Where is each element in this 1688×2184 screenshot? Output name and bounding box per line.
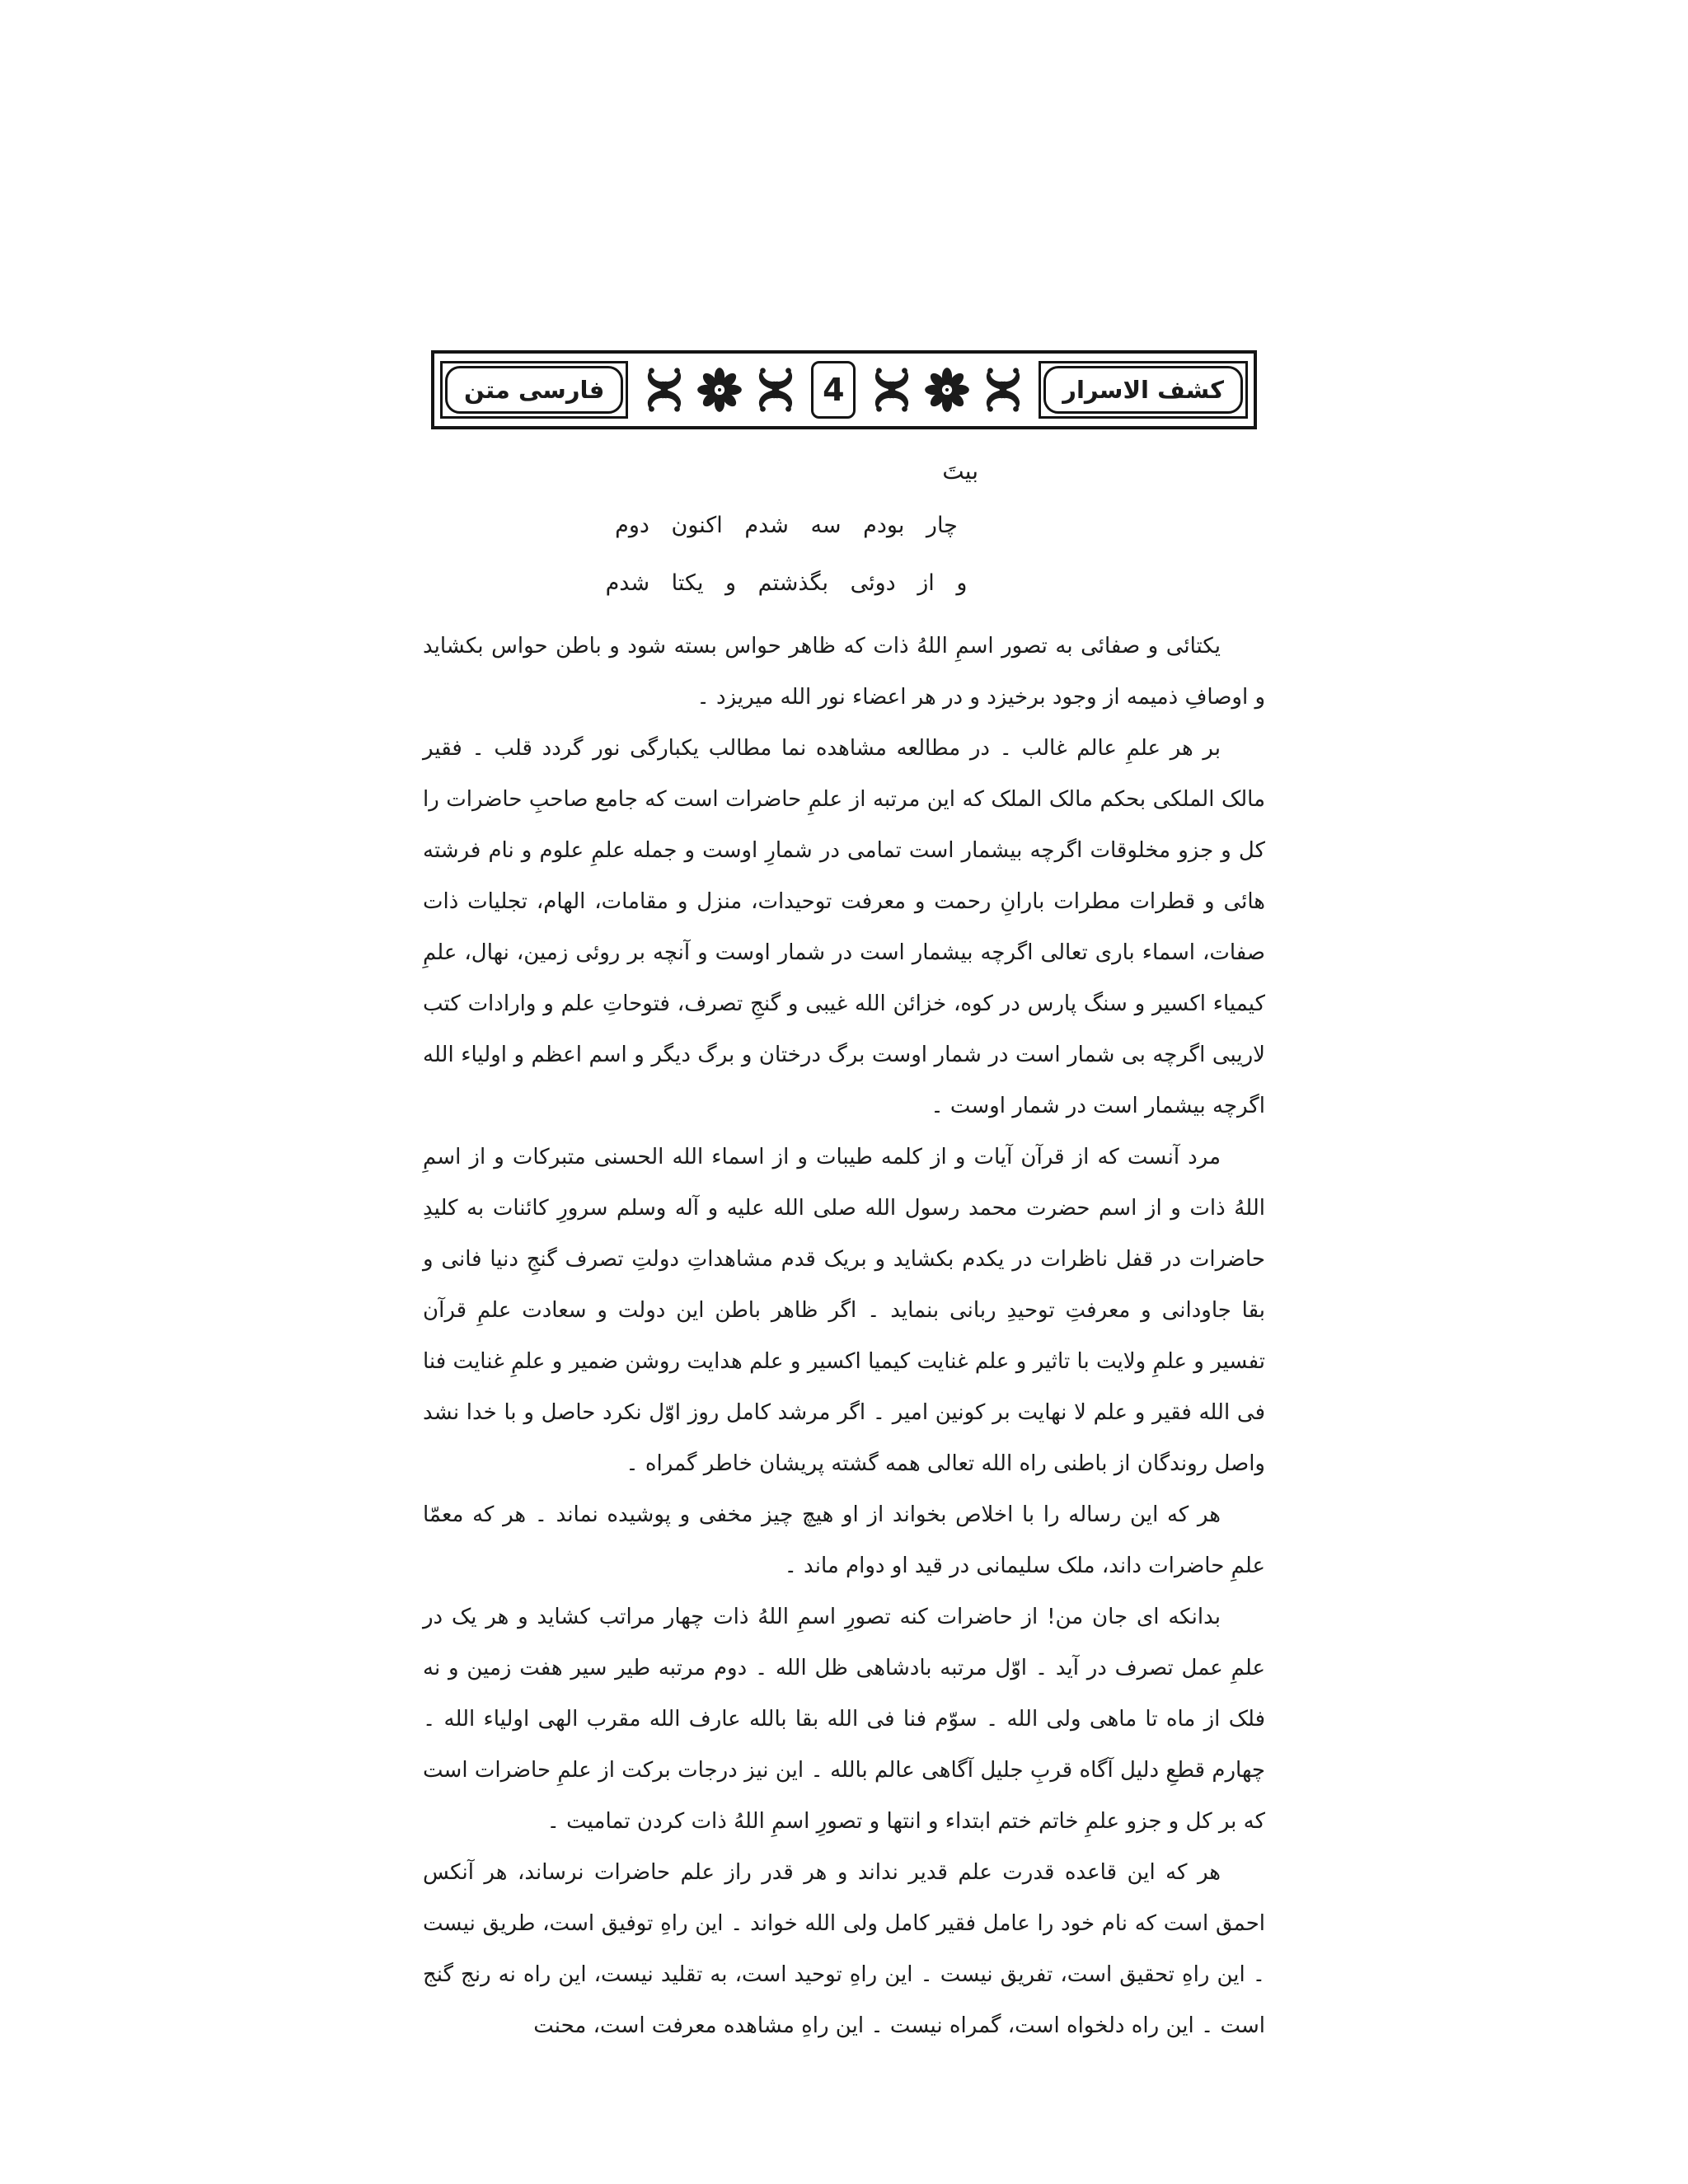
- book-title: کشف الاسرار: [1043, 366, 1243, 414]
- ornament-group-right: [856, 363, 1039, 417]
- paragraph-5: بدانکه ای جان من! از حاضرات کنه تصورِ اسمِ اللهُ ذات چهار مراتب کشاید و هر یک در علمِ عمل تصرف در آید ۔ اوّل مرتبه بادشاهی ظل الله ۔ دوم مرتبه طیر سیر هفت زمین و نه فلک از ماه تا ماهی ولی الله ۔ سوّم فنا فی الله بقا بالله عارف الله مقرب الهی اولیاء الله ۔ چهارم قطعِ دلیل آگاه قربِ جلیل آگاهی عالم بالله ۔ این نیز درجات برکت از علمِ حاضرات است که بر کل و جزو علمِ خاتم ختم ابتداء و انتها و تصورِ اسمِ اللهُ ذات کردن تمامیت ۔: [423, 1605, 1265, 1834]
- rosette-icon: [696, 367, 743, 413]
- page-number-box: [811, 361, 856, 419]
- rosette-icon: [924, 367, 970, 413]
- poem-line-2: و از دوئی بگذشتم و یکتا شدم: [605, 570, 968, 596]
- foliate-scroll-icon: [750, 363, 801, 417]
- paragraph-6: هر که این قاعده قدرت علم قدیر نداند و هر قدر راز علم حاضرات نرساند، هر آنکس احمق است که نام خود را عامل فقیر کامل ولی الله خواند ۔ این راهِ توفیق است، طریق نیست ۔ این راهِ تحقیق است، تفریق نیست ۔ این راهِ توحید است، به تقلید نیست، این راه نه رنج گنج است ۔ این راه دلخواه است، گمراه نیست ۔ این راهِ مشاهده معرفت است، محنت: [423, 1860, 1265, 2038]
- paragraph-2: بر هر علمِ عالم غالب ۔ در مطالعه مشاهده نما مطالب یکبارگی نور گردد قلب ۔ فقیر مالک الملکی بحکم مالک الملک که این مرتبه از علمِ حاضرات است که جامع صاحبِ حاضرات را کل و جزو مخلوقات اگرچه بیشمار است تمامی در شمارِ اوست و جمله علمِ علوم و نام فرشته هائی و قطرات مطرات بارانِ رحمت و معرفت توحیدات، منزل و مقامات، الهام، تجلیات ذات صفات، اسماء باری تعالی اگرچه بیشمار است در شمار اوست و آنچه بر روئی زمین، نهال، علمِ کیمیاء اکسیر و سنگ پارس در کوه، خزائن الله غیبی و گنجِ تصرف، فتوحاتِ علم و وارادات کتب لاریبی اگرچه بی شمار است در شمار اوست برگ درختان و برگ دیگر و اسم اعظم و اولیاء الله اگرچه بیشمار است در شمار اوست ۔: [423, 736, 1265, 1118]
- paragraph-1: یکتائی و صفائی به تصور اسمِ اللهُ ذات که ظاهر حواس بسته شود و باطن حواس بکشاید و اوصافِ ذمیمه از وجود برخیزد و در هر اعضاء نور الله میریزد ۔: [423, 634, 1265, 710]
- page-number: 4: [823, 372, 845, 408]
- poem-heading: بیتَ: [942, 457, 978, 485]
- paragraph-4: هر که این رساله را با اخلاص بخواند از او هیچ چیز مخفی و پوشیده نماند ۔ هر که معمّا علمِ حاضرات داند، ملک سلیمانی در قید او دوام ماند ۔: [423, 1502, 1265, 1578]
- paragraph-3: مرد آنست که از قرآن آیات و از کلمه طیبات و از اسماء الله الحسنی متبرکات و از اسمِ اللهُ ذات و از اسم حضرت محمد رسول الله صلی الله علیه و آله وسلم سرورِ کائنات به کلیدِ حاضرات در قفل ناظرات در یکدم بکشاید و بریک قدم مشاهداتِ دولتِ تصرف گنجِ دنیا فانی و بقا جاودانی و معرفتِ توحیدِ ربانی بنماید ۔ اگر ظاهر باطن این دولت و سعادت علمِ قرآن تفسیر و علمِ ولایت با تاثیر و علم غنایت کیمیا اکسیر و علم هدایت روشن ضمیر و علمِ غنایت فنا فی الله فقیر و علم لا نهایت بر کونین امیر ۔ اگر مرشد کامل روز اوّل نکرد حاصل و با خدا نشد واصل روندگان از باطنی راه الله تعالی همه گشته پریشان خاطر گمراه ۔: [423, 1145, 1265, 1476]
- foliate-scroll-icon: [639, 363, 690, 417]
- header-band: [431, 350, 1257, 429]
- page-content: [423, 452, 1265, 2051]
- poem-line-1: چار بودم سه شدم اکنون دوم: [615, 513, 958, 538]
- section-title-box: [440, 361, 628, 419]
- poem-couplet: [365, 497, 1207, 612]
- body-text: [423, 621, 1265, 2051]
- book-title-box: [1039, 361, 1248, 419]
- foliate-scroll-icon: [866, 363, 917, 417]
- foliate-scroll-icon: [978, 363, 1029, 417]
- section-title: فارسی متن: [445, 366, 623, 414]
- ornament-group-left: [628, 363, 811, 417]
